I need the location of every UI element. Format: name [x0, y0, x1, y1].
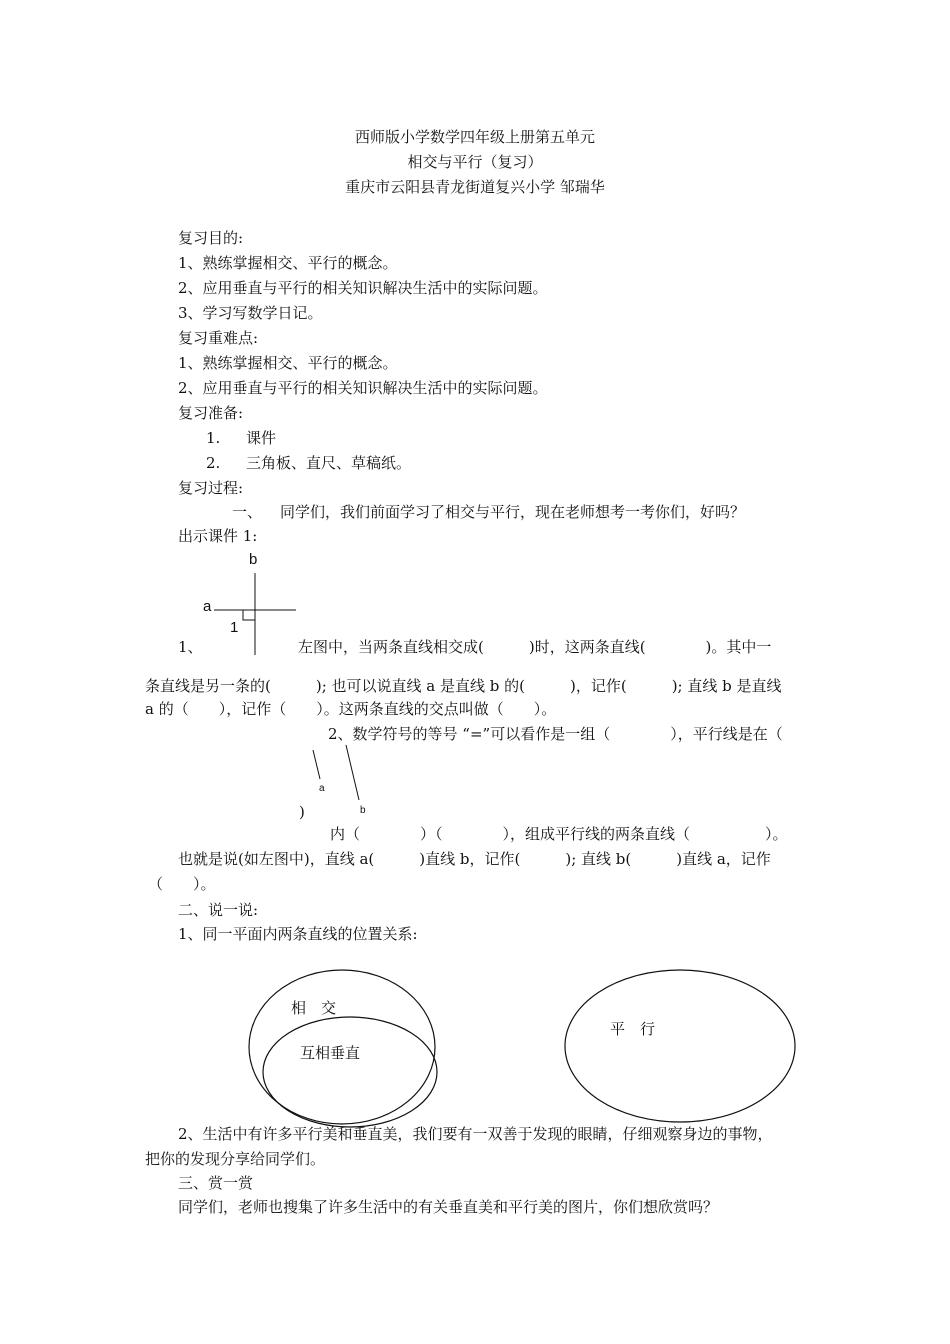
keypoint-item: 1、熟练掌握相交、平行的概念。: [178, 354, 398, 372]
parallel-line-b: [346, 745, 359, 800]
part2-heading: 二、说一说:: [178, 901, 259, 919]
venn-label-intersect: 相 交: [291, 999, 337, 1017]
keypoint-item: 2、应用垂直与平行的相关知识解决生活中的实际问题。: [178, 379, 548, 397]
goal-item: 3、学习写数学日记。: [178, 304, 323, 322]
parallel-line-a: [313, 750, 320, 779]
part3-heading: 三、赏一赏: [178, 1174, 254, 1192]
goal-item: 2、应用垂直与平行的相关知识解决生活中的实际问题。: [178, 279, 548, 297]
figure2-label-a: a: [319, 783, 325, 794]
q1-line1: 左图中，当两条直线相交成( )时，这两条直线( )。其中一: [298, 638, 772, 656]
q2-line4: （ ）。: [148, 875, 216, 893]
prep-item-text: 三角板、直尺、草稿纸。: [246, 454, 412, 472]
q2-closing-paren: ): [299, 803, 305, 821]
preparation-heading: 复习准备:: [178, 404, 244, 422]
q1-line2: 条直线是另一条的( ); 也可以说直线 a 是直线 b 的( )，记作( ); 直线 b 是直线: [145, 677, 782, 695]
show-courseware-1: 出示课件 1:: [178, 527, 258, 545]
doc-subtitle: 西师版小学数学四年级上册第五单元: [354, 128, 595, 146]
part1-number: 一、: [232, 503, 263, 521]
keypoints-heading: 复习重难点:: [178, 329, 259, 347]
venn-label-perpendicular: 互相垂直: [300, 1044, 361, 1062]
figure2-label-b: b: [360, 805, 366, 816]
parallel-ellipse: [565, 970, 795, 1122]
q2-line2: 内（ ）（ ），组成平行线的两条直线（ ）。: [330, 825, 788, 843]
q2-line3: 也就是说(如左图中)，直线 a( )直线 b，记作( ); 直线 b( )直线 a，记作: [178, 850, 771, 868]
q1-line3: a 的（ ），记作（ ）。这两条直线的交点叫做（ ）。: [145, 700, 557, 718]
figure1-angle-label: 1: [230, 619, 239, 636]
prep-item-num: 1.: [206, 429, 221, 447]
q2-line1: 2、数学符号的等号 “=”可以看作是一组（ ），平行线是在（: [328, 725, 783, 743]
part2-item2-line1: 2、生活中有许多平行美和垂直美，我们要有一双善于发现的眼睛，仔细观察身边的事物，: [178, 1125, 773, 1143]
process-heading: 复习过程:: [178, 479, 244, 497]
doc-author: 重庆市云阳县青龙街道复兴小学 邹瑞华: [345, 178, 605, 196]
part2-item1: 1、同一平面内两条直线的位置关系:: [178, 925, 418, 943]
right-angle-mark: [243, 610, 255, 620]
venn-label-parallel: 平 行: [610, 1020, 656, 1038]
goals-heading: 复习目的:: [178, 229, 244, 247]
part2-item2-line2: 把你的发现分享给同学们。: [145, 1150, 326, 1168]
figure1-label-b: b: [249, 551, 258, 568]
q1-number: 1、: [178, 638, 203, 656]
prep-item-text: 课件: [246, 429, 277, 447]
doc-title: 相交与平行（复习）: [407, 153, 543, 171]
prep-item-num: 2.: [206, 454, 221, 472]
part3-text: 同学们，老师也搜集了许多生活中的有关垂直美和平行美的图片，你们想欣赏吗？: [178, 1198, 719, 1216]
figure1-label-a: a: [203, 598, 212, 615]
part1-text: 同学们，我们前面学习了相交与平行，现在老师想考一考你们，好吗？: [280, 503, 746, 521]
goal-item: 1、熟练掌握相交、平行的概念。: [178, 254, 398, 272]
